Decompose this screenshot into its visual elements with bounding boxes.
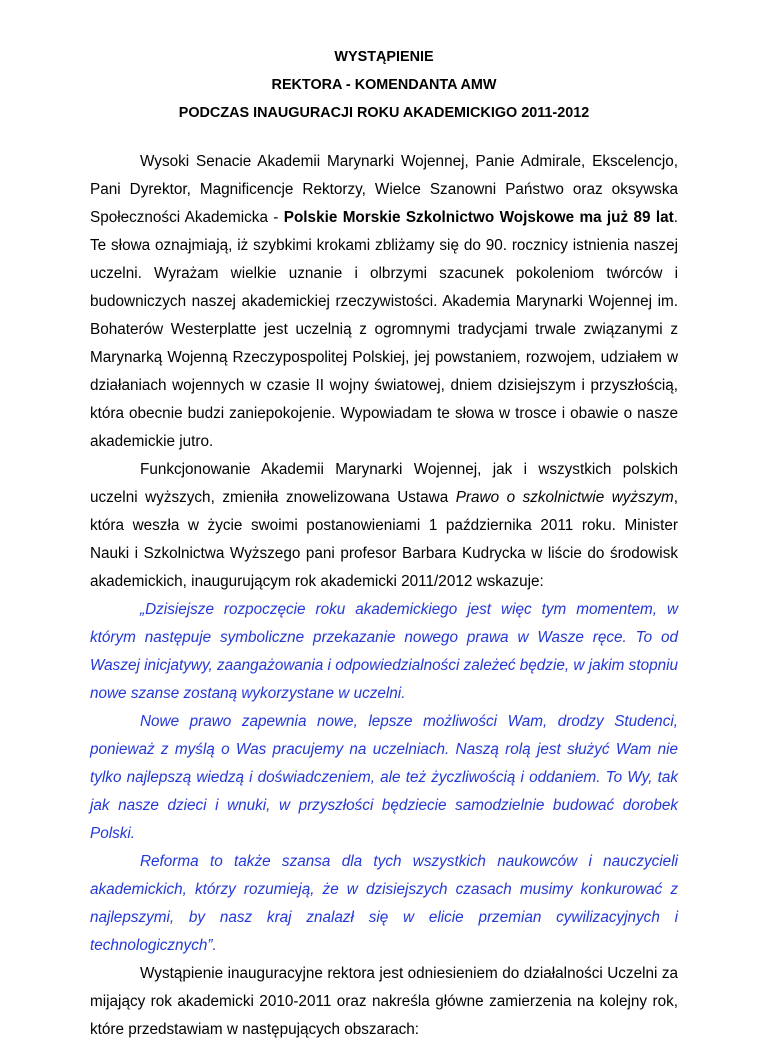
paragraph-law-text-b: , która weszła w życie swoimi postanowieniami 1 października 2011 roku. Minister Nauki i Szkolnictwa Wyższego pani profesor Barbara Kudrycka w liście do środowisk akademickich, inaugurującym rok akademicki 2011/2012 wskazuje: [90, 489, 678, 590]
quote-paragraph-3: Reforma to także szansa dla tych wszystkich naukowców i nauczycieli akademickich, którzy rozumieją, że w dzisiejszych czasach musimy konkurować z najlepszymi, by nasz kraj znalazł się w elicie przemian cywilizacyjnych i technologicznych”. [90, 853, 678, 954]
paragraph-greeting-text-a: Wysoki Senacie Akademii Marynarki Wojennej, Panie Admirale, Ekscelencjo, Pani Dyrektor, Magnificencje Rektorzy, Wielce Szanowni Państwo oraz oksywska Społeczności Akademicka - [90, 153, 678, 226]
paragraph-greeting-bold: Polskie Morskie Szkolnictwo Wojskowe ma już 89 lat [283, 209, 674, 226]
paragraph-greeting [90, 148, 678, 456]
heading-line-1: WYSTĄPIENIE [334, 49, 434, 65]
paragraph-inauguration: Wystąpienie inauguracyjne rektora jest odniesieniem do działalności Uczelni za mijający rok akademicki 2010-2011 oraz nakreśla główne zamierzenia na kolejny rok, które przedstawiam w następujących obszarach: [90, 965, 678, 1038]
paragraph-greeting-text-b: . Te słowa oznajmiają, iż szybkimi krokami zbliżamy się do 90. rocznicy istnienia naszej uczelni. Wyrażam wielkie uznanie i olbrzymi szacunek pokoleniom twórców i budowniczych naszej akademickiej rzeczywistości. Akademia Marynarki Wojennej im. Bohaterów Westerplatte jest uczelnią z ogromnymi tradycjami trwale związanymi z Marynarką Wojenną Rzeczypospolitej Polskiej, jej powstaniem, rozwojem, udziałem w działaniach wojennych w czasie II wojny światowej, dniem dzisiejszym i przyszłością, która obecnie budzi zaniepokojenie. Wypowiadam te słowa w trosce i obawie o nasze akademickie jutro. [90, 209, 678, 450]
heading-line-2: REKTORA - KOMENDANTA AMW [271, 77, 497, 93]
heading-line-3: PODCZAS INAUGURACJI ROKU AKADEMICKIGO 2011-2012 [178, 105, 590, 121]
paragraph-law-text-a: Funkcjonowanie Akademii Marynarki Wojennej, jak i wszystkich polskich uczelni wyższych, zmieniła znowelizowana Ustawa [90, 461, 678, 506]
paragraph-law [90, 456, 678, 596]
paragraph-law-italic: Prawo o szkolnictwie wyższym [455, 489, 674, 506]
quote-paragraph-1: „Dzisiejsze rozpoczęcie roku akademickiego jest więc tym momentem, w którym następuje symboliczne przekazanie nowego prawa w Wasze ręce. To od Waszej inicjatywy, zaangażowania i odpowiedzialności zależeć będzie, w jakim stopniu nowe szanse zostaną wykorzystane w uczelni. [90, 601, 678, 702]
quote-paragraph-2: Nowe prawo zapewnia nowe, lepsze możliwości Wam, drodzy Studenci, ponieważ z myślą o Was pracujemy na uczelniach. Naszą rolą jest służyć Wam nie tylko najlepszą wiedzą i doświadczeniem, ale też życzliwością i oddaniem. To Wy, tak jak nasze dzieci i wnuki, w przyszłości będziecie samodzielnie budować dorobek Polski. [90, 713, 678, 842]
